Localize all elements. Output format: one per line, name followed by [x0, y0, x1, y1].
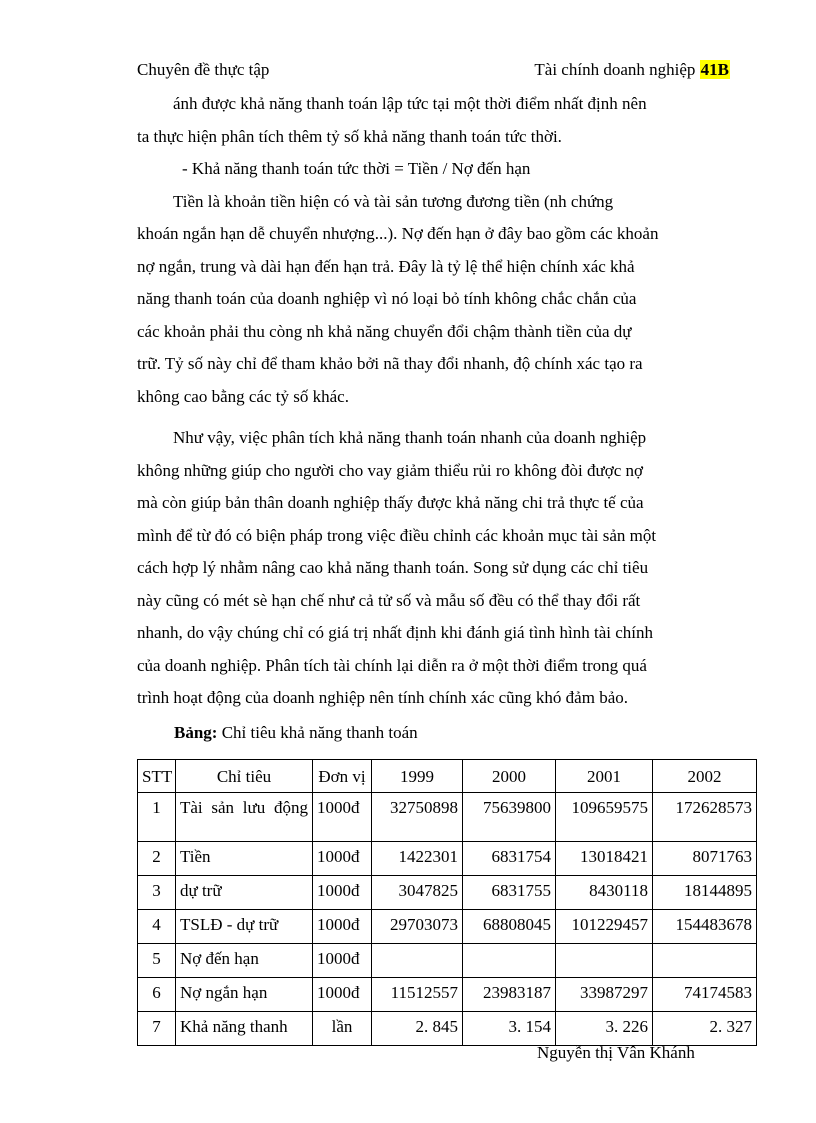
table-row [138, 944, 757, 978]
table-cell: 1000đ [313, 793, 372, 842]
table-cell: 1 [138, 793, 176, 842]
table-cell: 3. 226 [556, 1012, 653, 1046]
table-cell: Tài sản lưu động [176, 793, 313, 842]
table-cell: 6831755 [463, 876, 556, 910]
p2-line-5: các khoản phải thu còng nh khả năng chuyển đổi chậm thành tiền của dự [137, 321, 632, 341]
liquidity-table [137, 759, 757, 1046]
table-row [138, 1012, 757, 1046]
p2-line-3: nợ ngắn, trung và dài hạn đến hạn trả. Đây là tỷ lệ thể hiện chính xác khả [137, 256, 635, 276]
table-cell: lần [313, 1012, 372, 1046]
caption-label: Bảng: [174, 722, 218, 742]
table-caption [137, 717, 731, 750]
header-cell: 1999 [372, 760, 463, 793]
table-cell: Tiền [176, 842, 313, 876]
paragraph-2 [137, 186, 731, 414]
table-row [138, 910, 757, 944]
header-subject: Tài chính doanh nghiệp [534, 60, 696, 79]
table-cell: 3. 154 [463, 1012, 556, 1046]
p3-line-7: nhanh, do vậy chúng chỉ có giá trị nhất định khi đánh giá tình hình tài chính [137, 623, 654, 642]
p2-line-7: không cao bằng các tỷ số khác. [137, 386, 349, 406]
table-cell: 75639800 [463, 793, 556, 842]
table-cell: 2 [138, 842, 176, 876]
formula-line: - Khả năng thanh toán tức thời = Tiền / Nợ đến hạn [182, 159, 531, 178]
header-cell: 2002 [653, 760, 757, 793]
table-cell: 109659575 [556, 793, 653, 842]
caption-text: Chỉ tiêu khả năng thanh toán [217, 722, 418, 742]
paragraph-3 [137, 422, 731, 715]
table-cell: Nợ đến hạn [176, 944, 313, 978]
table-cell: dự trữ [176, 876, 313, 910]
table-cell: 101229457 [556, 910, 653, 944]
table-cell: 2. 845 [372, 1012, 463, 1046]
body-text [137, 88, 731, 749]
table-cell: 5 [138, 944, 176, 978]
p2-line-1: Tiền là khoản tiền hiện có và tài sản tương đương tiền (nh chứng [173, 191, 614, 211]
header-cell: 2000 [463, 760, 556, 793]
p3-line-9: trình hoạt động của doanh nghiệp nên tính chính xác cũng khó đảm bảo. [137, 688, 628, 707]
table-row [138, 793, 757, 842]
header-cell: 2001 [556, 760, 653, 793]
table-cell: 29703073 [372, 910, 463, 944]
p3-line-4: mình để từ đó có biện pháp trong việc điều chỉnh các khoản mục tài sản một [137, 525, 657, 545]
p2-line-4: năng thanh toán của doanh nghiệp vì nó loại bỏ tính không chắc chắn của [137, 289, 637, 308]
table-cell: Khả năng thanh [176, 1012, 313, 1046]
table-cell: 11512557 [372, 978, 463, 1012]
page-header [137, 57, 730, 83]
header-right-title [534, 57, 730, 83]
p2-line-6: trữ. Tỷ số này chỉ để tham khảo bởi nã thay đổi nhanh, độ chính xác tạo ra [137, 354, 643, 373]
table-cell: 6831754 [463, 842, 556, 876]
class-badge: 41B [700, 60, 729, 79]
table-cell [556, 944, 653, 978]
p2-line-2: khoán ngắn hạn dễ chuyển nhượng...). Nợ đến hạn ở đây bao gồm các khoản [137, 224, 659, 243]
p1-line-1: ánh được khả năng thanh toán lập tức tại một thời điểm nhất định nên [173, 94, 647, 113]
table-cell [372, 944, 463, 978]
p3-line-8: của doanh nghiệp. Phân tích tài chính lại diễn ra ở một thời điểm trong quá [137, 655, 647, 675]
table-cell: 7 [138, 1012, 176, 1046]
table-cell: 1422301 [372, 842, 463, 876]
table-cell: 1000đ [313, 910, 372, 944]
header-cell: Chỉ tiêu [176, 760, 313, 793]
table-cell: 74174583 [653, 978, 757, 1012]
table-cell: 8430118 [556, 876, 653, 910]
table-cell [463, 944, 556, 978]
table-cell: 3047825 [372, 876, 463, 910]
table-cell: 1000đ [313, 842, 372, 876]
p3-line-3: mà còn giúp bản thân doanh nghiệp thấy được khả năng chi trả thực tế của [137, 493, 644, 512]
table-cell: TSLĐ - dự trữ [176, 910, 313, 944]
table-row [138, 842, 757, 876]
table-cell: 8071763 [653, 842, 757, 876]
table-header-row [138, 760, 757, 793]
author-signature: Nguyễn thị Vân Khánh [537, 1043, 695, 1062]
table-cell: 23983187 [463, 978, 556, 1012]
table-cell: 13018421 [556, 842, 653, 876]
table-cell: 33987297 [556, 978, 653, 1012]
table-cell: 1000đ [313, 978, 372, 1012]
p3-line-2: không những giúp cho người cho vay giảm thiểu rủi ro không đòi được nợ [137, 460, 643, 480]
table-cell: 68808045 [463, 910, 556, 944]
table-cell: Nợ ngắn hạn [176, 978, 313, 1012]
table-cell [653, 944, 757, 978]
table-cell: 1000đ [313, 876, 372, 910]
table-cell: 172628573 [653, 793, 757, 842]
table-cell: 2. 327 [653, 1012, 757, 1046]
p3-line-6: này cũng có mét sè hạn chế như cả tử số và mẫu số đều có thể thay đổi rất [137, 590, 641, 610]
table-cell: 154483678 [653, 910, 757, 944]
p3-line-1: Như vậy, việc phân tích khả năng thanh toán nhanh của doanh nghiệp [173, 428, 647, 447]
p1-line-2: ta thực hiện phân tích thêm tỷ số khả năng thanh toán tức thời. [137, 126, 562, 146]
table-cell: 32750898 [372, 793, 463, 842]
table-cell: 3 [138, 876, 176, 910]
paragraph-1 [137, 88, 731, 153]
header-left-title: Chuyên đề thực tập [137, 60, 270, 79]
table-cell: 18144895 [653, 876, 757, 910]
table-row [138, 978, 757, 1012]
p3-line-5: cách hợp lý nhằm nâng cao khả năng thanh toán. Song sử dụng các chỉ tiêu [137, 558, 649, 577]
table-cell: 4 [138, 910, 176, 944]
table-row [138, 876, 757, 910]
table-cell: 1000đ [313, 944, 372, 978]
header-cell: STT [138, 760, 176, 793]
table-cell: 6 [138, 978, 176, 1012]
header-cell: Đơn vị [313, 760, 372, 793]
